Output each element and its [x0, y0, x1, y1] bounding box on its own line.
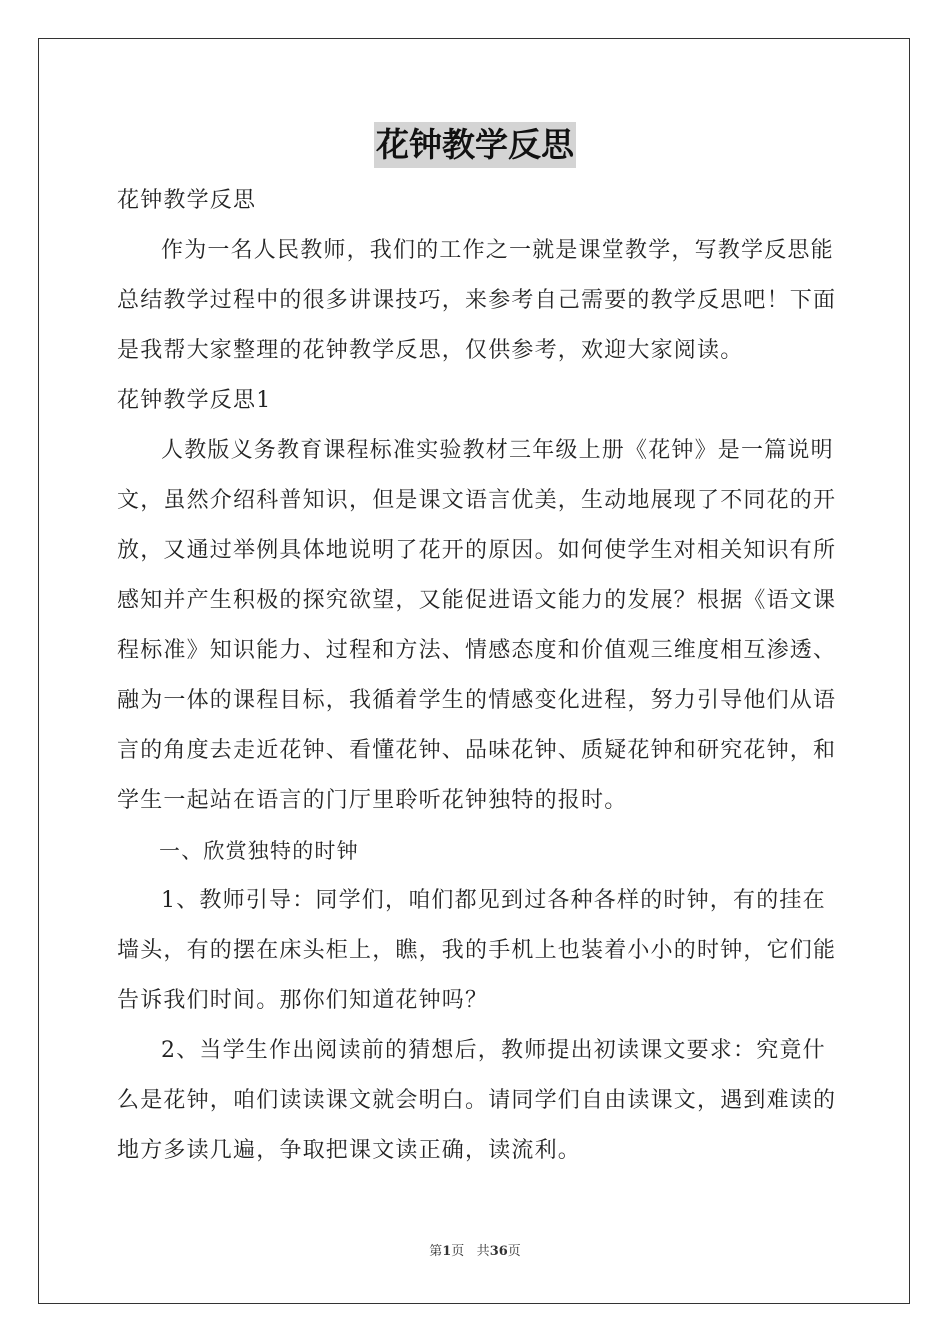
page-number: 1	[442, 1244, 452, 1259]
document-title: 花钟教学反思	[374, 122, 576, 168]
section-heading-1: 花钟教学反思1	[117, 388, 272, 413]
total-prefix: 共	[476, 1244, 490, 1259]
total-pages: 36	[489, 1244, 508, 1259]
page-footer	[0, 1240, 950, 1259]
paragraph-subtitle: 花钟教学反思	[117, 188, 257, 213]
title-wrap	[0, 122, 950, 168]
subsection-heading: 一、欣赏独特的时钟	[159, 839, 359, 863]
total-suffix: 页	[507, 1244, 521, 1259]
page-suffix: 页	[451, 1244, 465, 1259]
paragraph-step-2: 2、当学生作出阅读前的猜想后，教师提出初读课文要求：究竟什么是花钟，咱们读读课文就会明白。请同学们自由读课文，遇到难读的地方多读几遍，争取把课文读正确，读流利。	[117, 1038, 837, 1163]
page-prefix: 第	[429, 1244, 443, 1259]
paragraph-overview: 人教版义务教育课程标准实验教材三年级上册《花钟》是一篇说明文，虽然介绍科普知识，但是课文语言优美，生动地展现了不同花的开放，又通过举例具体地说明了花开的原因。如何使学生对相关知识有所感知并产生积极的探究欲望，又能促进语文能力的发展？根据《语文课程标准》知识能力、过程和方法、情感态度和价值观三维度相互渗透、融为一体的课程目标，我循着学生的情感变化进程，努力引导他们从语言的角度去走近花钟、看懂花钟、品味花钟、质疑花钟和研究花钟，和学生一起站在语言的门厅里聆听花钟独特的报时。	[117, 438, 837, 813]
paragraph-step-1: 1、教师引导：同学们，咱们都见到过各种各样的时钟，有的挂在墙头，有的摆在床头柜上，瞧，我的手机上也装着小小的时钟，它们能告诉我们时间。那你们知道花钟吗？	[117, 888, 837, 1013]
document-body	[117, 176, 837, 1176]
paragraph-intro: 作为一名人民教师，我们的工作之一就是课堂教学，写教学反思能总结教学过程中的很多讲课技巧，来参考自己需要的教学反思吧！下面是我帮大家整理的花钟教学反思，仅供参考，欢迎大家阅读。	[117, 238, 837, 363]
